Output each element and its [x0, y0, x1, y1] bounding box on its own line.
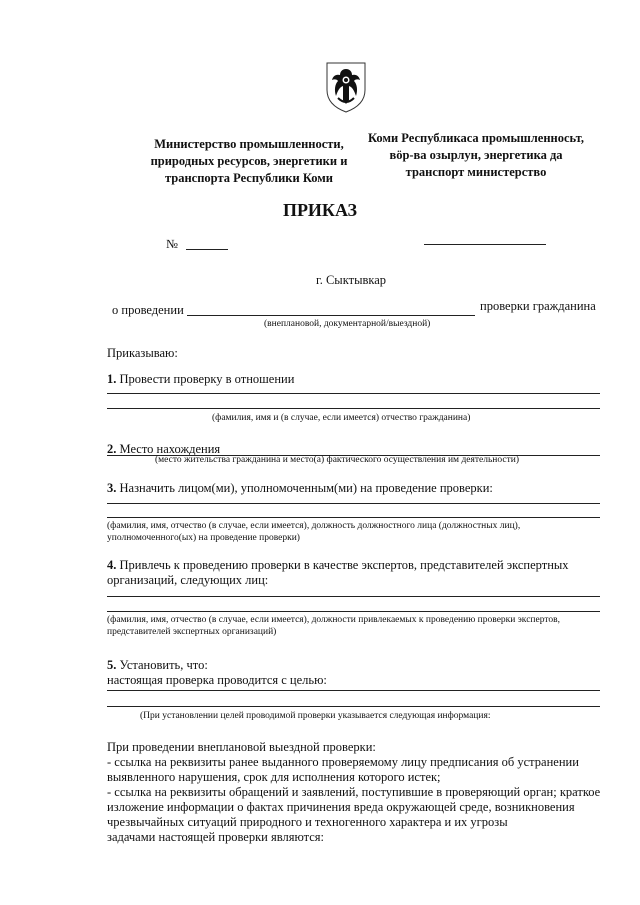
footer-line: чрезвычайных ситуаций природного и техногенного характера и их угрозы [107, 815, 508, 829]
item-4-field-line [107, 596, 600, 597]
item-5-hint: (При установлении целей проводимой проверки указывается следующая информация: [140, 711, 491, 721]
order-date-field [424, 244, 546, 245]
header-right-line: Коми Республикаса промышленносьт, [367, 131, 584, 145]
intro-prefix: о проведении [112, 303, 184, 317]
item-3-hint-line: (фамилия, имя, отчество (в случае, если имеется), должность должностного лица (должностных лиц), [107, 521, 521, 531]
header-right-line: вӧр-ва озырлун, энергетика да [389, 148, 563, 162]
item-3-field-line [107, 517, 600, 518]
item-1-field-line [107, 408, 600, 409]
order-number-label: № [166, 237, 178, 251]
footer-line: - ссылка на реквизиты ранее выданного проверяемому лицу предписания об устранении [107, 755, 579, 769]
city-label: г. Сыктывкар [316, 273, 387, 287]
header-left-line: природных ресурсов, энергетики и [150, 154, 348, 168]
header-right-line: транспорт министерство [405, 165, 547, 179]
item-5-number: 5. [107, 658, 117, 672]
item-5-text-cont: настоящая проверка проводится с целью: [107, 673, 327, 687]
item-3 [107, 481, 493, 496]
inspection-type-field [187, 315, 475, 316]
document-title: ПРИКАЗ [282, 200, 358, 220]
footer-line: При проведении внеплановой выездной проверки: [107, 740, 376, 754]
item-4-number: 4. [107, 558, 117, 572]
item-4-hint-line: (фамилия, имя, отчество (в случае, если имеется), должности привлекаемых к проведению проверки экспертов, [107, 615, 560, 625]
footer-line: - ссылка на реквизиты обращений и заявлений, поступившие в проверяющий орган; краткое [107, 785, 601, 799]
item-4-hint [107, 614, 607, 638]
footer-line: изложение информации о фактах причинения вреда окружающей среде, возникновения [107, 800, 575, 814]
ministry-name-komi [340, 130, 612, 181]
item-1-number: 1. [107, 372, 117, 386]
item-1-hint: (фамилия, имя и (в случае, если имеется) отчество гражданина) [212, 413, 471, 423]
item-4-field-line [107, 611, 600, 612]
footer-block [107, 740, 607, 845]
item-3-field-line [107, 503, 600, 504]
header-left-line: Министерство промышленности, [154, 137, 344, 151]
item-2-text: Место нахождения [119, 442, 221, 456]
item-2-number: 2. [107, 442, 117, 456]
komi-coat-of-arms-icon [324, 60, 368, 114]
item-1-field-line [107, 393, 600, 394]
item-5-field-line [107, 706, 600, 707]
coat-of-arms-emblem [324, 60, 368, 114]
footer-line: выявленного нарушения, срок для исполнения которого истек; [107, 770, 441, 784]
item-2-hint: (место жительства гражданина и место(а) фактического осуществления им деятельности) [155, 455, 519, 465]
order-word: Приказываю: [107, 346, 178, 360]
header-left-line: транспорта Республики Коми [164, 171, 333, 185]
intro-suffix: проверки гражданина [480, 299, 596, 313]
item-1 [107, 372, 294, 387]
footer-line: задачами настоящей проверки являются: [107, 830, 325, 844]
item-3-hint-line: уполномоченного(ых) на проведение проверки) [107, 533, 300, 543]
item-4-text: Привлечь к проведению проверки в качестве экспертов, представителей экспертных [119, 558, 569, 572]
item-4-text-cont: организаций, следующих лиц: [107, 573, 269, 587]
item-3-number: 3. [107, 481, 117, 495]
item-3-text: Назначить лицом(ми), уполномоченным(ми) на проведение проверки: [119, 481, 493, 495]
item-4-hint-line: представителей экспертных организаций) [107, 627, 277, 637]
item-1-text: Провести проверку в отношении [119, 372, 295, 386]
order-number-field [186, 249, 228, 250]
item-5-field-line [107, 690, 600, 691]
item-3-hint [107, 520, 600, 544]
item-5 [107, 658, 327, 688]
inspection-type-hint: (внеплановой, документарной/выездной) [264, 319, 431, 329]
item-4 [107, 558, 602, 588]
item-5-text: Установить, что: [119, 658, 208, 672]
